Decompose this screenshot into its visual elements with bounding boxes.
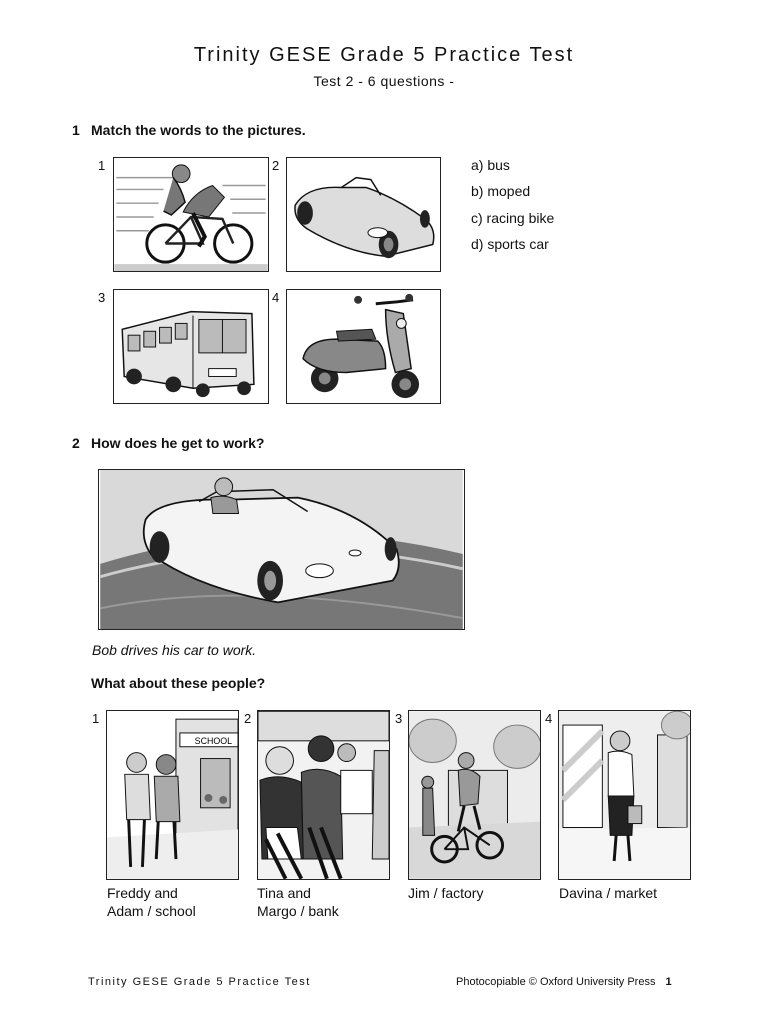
footer-copyright: Photocopiable © Oxford University Press 1 <box>456 976 672 988</box>
person-picture-factory <box>408 710 541 880</box>
person-caption: Davina / market <box>559 885 658 901</box>
school-sign: SCHOOL <box>194 735 233 746</box>
racing-bike-icon <box>114 158 268 271</box>
answer-option: c) racing bike <box>471 210 555 226</box>
person-picture-school <box>106 710 239 880</box>
driving-car-illustration <box>98 469 465 630</box>
follow-up-heading: What about these people? <box>91 675 266 691</box>
school-scene-icon <box>107 711 238 879</box>
answer-option: b) moped <box>471 183 531 199</box>
moped-picture <box>286 289 441 404</box>
bus-picture <box>113 289 269 404</box>
question-prompt: Match the words to the pictures. <box>91 122 306 138</box>
sports-car-icon <box>287 158 440 271</box>
question-number: 2 <box>72 435 80 451</box>
picture-number: 1 <box>92 711 100 726</box>
picture-number: 1 <box>98 158 106 173</box>
picture-number: 2 <box>244 711 252 726</box>
example-sentence: Bob drives his car to work. <box>92 642 257 658</box>
train-scene-icon <box>258 711 389 879</box>
answer-option: a) bus <box>471 157 510 173</box>
page-title: Trinity GESE Grade 5 Practice Test <box>193 44 575 66</box>
moped-icon <box>287 290 440 403</box>
person-picture-bank <box>257 710 390 880</box>
cyclist-scene-icon <box>409 711 540 879</box>
question-1-heading <box>72 122 306 138</box>
answer-option: d) sports car <box>471 236 549 252</box>
picture-number: 4 <box>545 711 553 726</box>
page-subtitle: Test 2 - 6 questions - <box>313 73 455 89</box>
question-number: 1 <box>72 122 80 138</box>
picture-number: 3 <box>98 290 106 305</box>
person-caption: Tina and Margo / bank <box>257 885 339 919</box>
racing-bike-picture <box>113 157 269 272</box>
question-2-heading <box>72 435 264 451</box>
footer-title: Trinity GESE Grade 5 Practice Test <box>88 976 311 988</box>
woman-walking-icon <box>559 711 690 879</box>
picture-number: 4 <box>272 290 280 305</box>
sports-car-picture <box>286 157 441 272</box>
person-caption: Freddy and Adam / school <box>107 885 196 919</box>
page-number: 1 <box>665 976 672 988</box>
person-picture-market <box>558 710 691 880</box>
convertible-car-icon <box>99 470 464 629</box>
question-prompt: How does he get to work? <box>91 435 265 451</box>
bus-icon <box>114 290 268 403</box>
picture-number: 3 <box>395 711 403 726</box>
person-caption: Jim / factory <box>408 885 484 901</box>
picture-number: 2 <box>272 158 280 173</box>
